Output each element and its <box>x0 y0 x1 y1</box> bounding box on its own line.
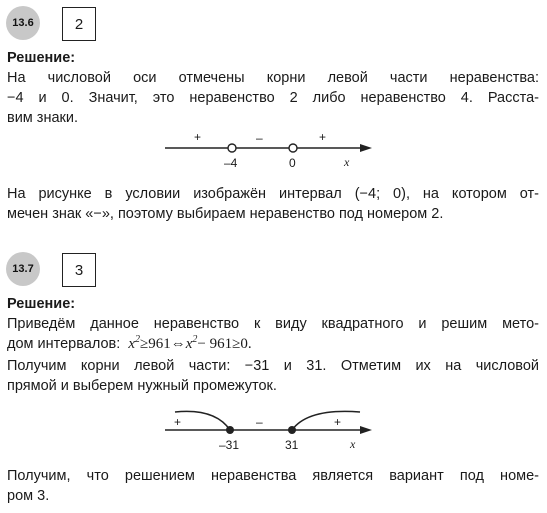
solution-text <box>7 68 539 128</box>
axis-variable: x <box>344 155 350 169</box>
point-label-b: 0 <box>289 156 296 170</box>
formula-part: − 961≥0. <box>197 336 252 352</box>
formula-part: ≥961⇔ <box>140 336 186 352</box>
answer-box: 3 <box>62 253 96 287</box>
open-point-0 <box>289 144 297 152</box>
sign-middle: – <box>256 131 263 145</box>
point-label-b: 31 <box>285 438 299 452</box>
number-line-diagram <box>0 398 547 460</box>
filled-point-minus31 <box>226 426 234 434</box>
problem-13-7 <box>0 250 547 513</box>
axis-variable: x <box>350 437 356 451</box>
formula <box>128 336 251 352</box>
arc-right <box>292 411 360 430</box>
text-line: Получим, что решением неравенства является вариант под номе- <box>7 468 539 484</box>
text-line: Получим корни левой части: −31 и 31. Отметим их на числовой <box>7 358 539 374</box>
sign-right: + <box>319 130 327 144</box>
point-label-a: –31 <box>219 438 240 452</box>
problem-13-6 <box>0 0 547 240</box>
text-line: На числовой оси отмечены корни левой части неравенства: <box>7 70 539 86</box>
conclusion-text <box>7 184 539 224</box>
axis-arrow <box>360 144 372 152</box>
text-line: Приведём данное неравенство к виду квадратного и решим мето- <box>7 316 539 332</box>
open-point-minus4 <box>228 144 236 152</box>
text-line: мечен знак «−», поэтому выбираем неравенство под номером 2. <box>7 206 444 222</box>
text-line: На рисунке в условии изображён интервал (−4; 0), на котором от- <box>7 186 539 202</box>
answer-box: 2 <box>62 7 96 41</box>
formula-exponent: 2 <box>192 334 198 345</box>
conclusion-text <box>7 466 539 506</box>
point-label-a: –4 <box>224 156 238 170</box>
problem-number-badge: 13.7 <box>6 252 40 286</box>
text-line: ром 3. <box>7 488 50 504</box>
sign-middle: – <box>256 415 263 429</box>
solution-heading: Решение: <box>7 50 76 66</box>
solution-heading: Решение: <box>7 296 76 312</box>
text-line: прямой и выберем нужный промежуток. <box>7 378 277 394</box>
text-fragment: дом интервалов: <box>7 336 121 352</box>
sign-left: + <box>174 415 182 429</box>
sign-left: + <box>194 130 202 144</box>
filled-point-31 <box>288 426 296 434</box>
formula-line <box>7 334 539 354</box>
solution-text <box>7 314 539 396</box>
sign-right: + <box>334 415 342 429</box>
formula-var: x <box>128 336 135 352</box>
problem-number-badge: 13.6 <box>6 6 40 40</box>
arc-left <box>175 411 230 430</box>
formula-var: x <box>185 336 193 352</box>
formula-exponent: 2 <box>135 334 140 345</box>
text-line: −4 и 0. Значит, это неравенство 2 либо неравенство 4. Расста- <box>7 90 539 106</box>
axis-arrow <box>360 426 372 434</box>
number-line-diagram <box>0 126 547 186</box>
text-line: вим знаки. <box>7 110 78 126</box>
